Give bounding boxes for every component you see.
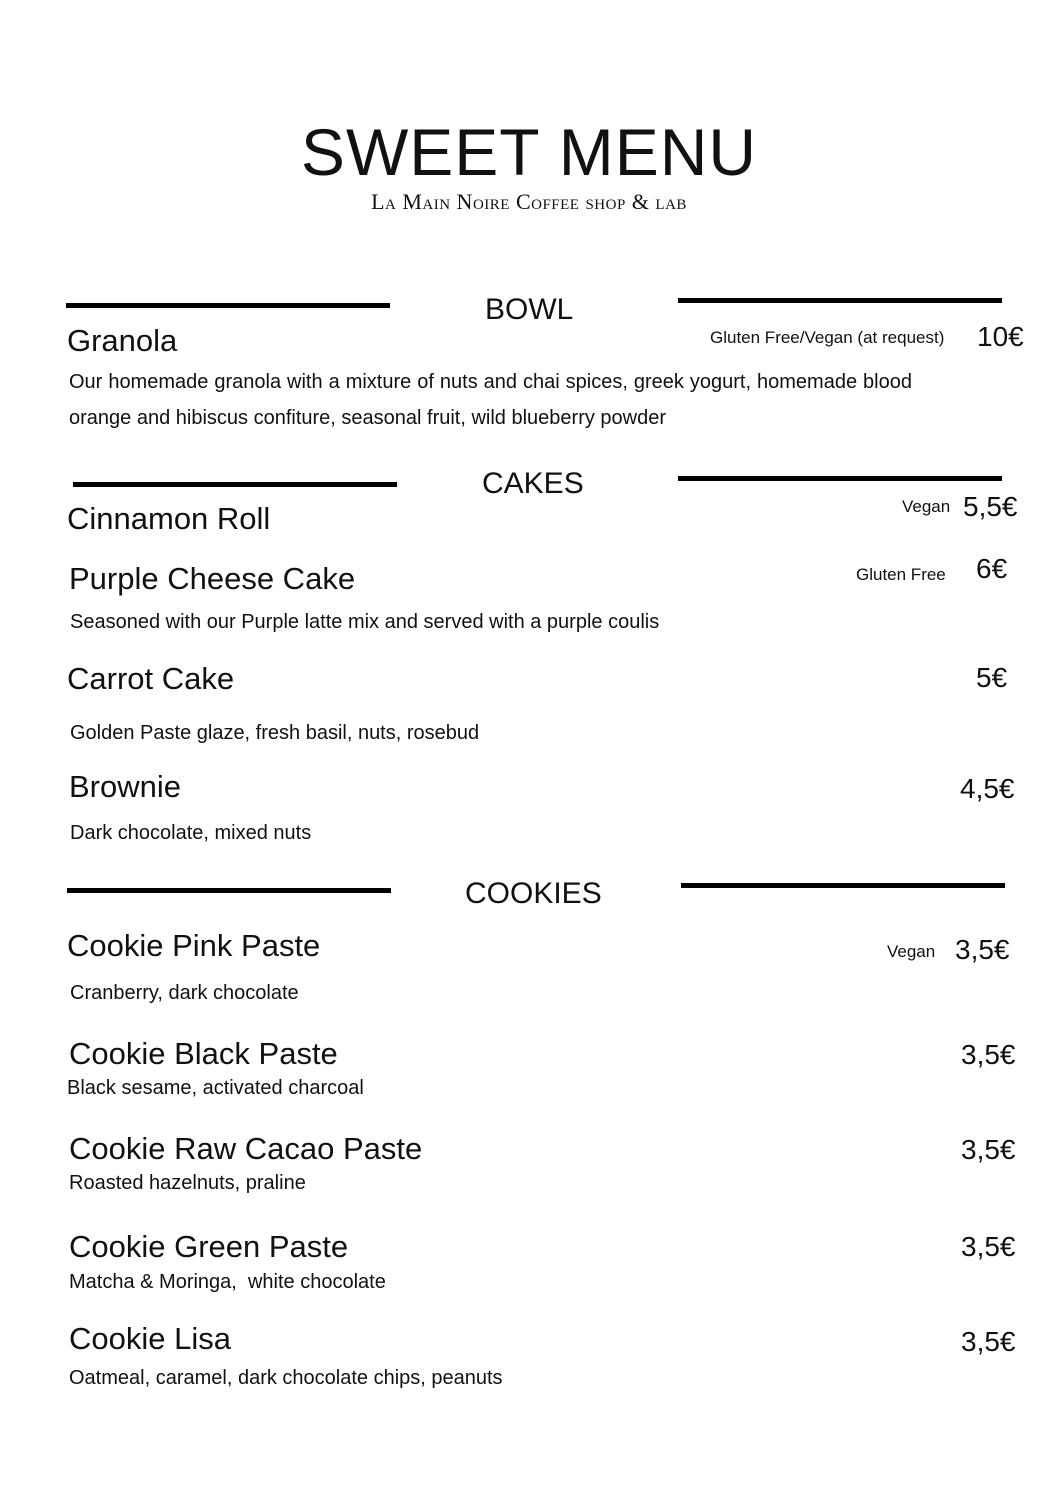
menu-item-price: 3,5€ — [961, 1134, 1016, 1165]
menu-item-description: Seasoned with our Purple latte mix and served with a purple coulis — [70, 611, 660, 633]
menu-item-price: 10€ — [977, 321, 1024, 352]
menu-item-description: Our homemade granola with a mixture of nuts and chai spices, greek yogurt, homemade blood orange and hibiscus confiture, seasonal fruit, wild blueberry powder — [69, 371, 912, 429]
section-title-cakes: CAKES — [482, 467, 584, 500]
menu-item-name: Cookie Lisa — [69, 1321, 231, 1356]
menu-item-name: Cookie Green Paste — [69, 1229, 349, 1264]
menu-item-description: Oatmeal, caramel, dark chocolate chips, peanuts — [69, 1367, 503, 1389]
menu-item-note: Vegan — [887, 942, 936, 961]
section-rule-right — [678, 476, 1002, 481]
menu-item-name: Cookie Raw Cacao Paste — [69, 1131, 423, 1166]
section-title-cookies: COOKIES — [465, 877, 602, 910]
menu-item-description: Roasted hazelnuts, praline — [69, 1172, 306, 1194]
menu-item-description: Cranberry, dark chocolate — [70, 982, 299, 1004]
section-title-bowl: BOWL — [485, 293, 574, 326]
menu-item-name: Cookie Black Paste — [69, 1036, 338, 1071]
menu-item-description: Dark chocolate, mixed nuts — [70, 822, 312, 844]
menu-item-name: Cinnamon Roll — [67, 501, 271, 536]
menu-item-note: Vegan — [902, 497, 951, 516]
menu-item-name: Cookie Pink Paste — [67, 928, 321, 963]
section-rule-left — [66, 303, 390, 308]
menu-item-price: 3,5€ — [961, 1231, 1016, 1262]
menu-item-note: Gluten Free/Vegan (at request) — [710, 328, 945, 347]
menu-item-price: 4,5€ — [960, 773, 1015, 804]
menu-item-name: Granola — [67, 323, 178, 358]
section-rule-left — [67, 888, 391, 893]
menu-item-description: Matcha & Moringa, white chocolate — [69, 1271, 386, 1293]
menu-item-price: 5€ — [976, 662, 1008, 693]
section-rule-left — [73, 482, 397, 487]
menu-item-description: Golden Paste glaze, fresh basil, nuts, rosebud — [70, 722, 480, 744]
page-subtitle: La Main Noire Coffee shop & lab — [371, 189, 687, 214]
menu-item-name: Purple Cheese Cake — [69, 561, 356, 596]
page-title: SWEET MENU — [300, 115, 758, 189]
section-rule-right — [681, 883, 1005, 888]
menu-item-note: Gluten Free — [856, 565, 946, 584]
menu-item-description: Black sesame, activated charcoal — [67, 1077, 364, 1099]
menu-item-name: Brownie — [69, 769, 181, 804]
menu-item-price: 6€ — [976, 553, 1008, 584]
menu-item-price: 5,5€ — [963, 491, 1018, 522]
section-rule-right — [678, 298, 1002, 303]
menu-item-name: Carrot Cake — [67, 661, 235, 696]
menu-item-price: 3,5€ — [961, 1039, 1016, 1070]
menu-item-price: 3,5€ — [961, 1326, 1016, 1357]
menu-item-price: 3,5€ — [955, 934, 1010, 965]
